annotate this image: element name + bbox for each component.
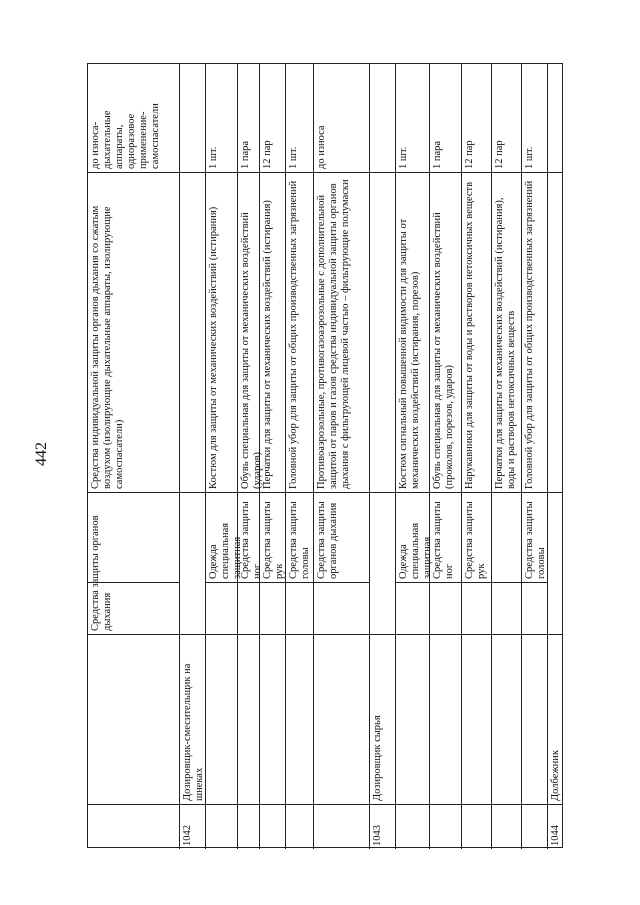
cell-border bbox=[462, 804, 492, 805]
item-cell: Костюм для защиты от механических воздействий (истирания) bbox=[208, 206, 219, 489]
cell-border bbox=[314, 634, 370, 635]
ppe-norms-table bbox=[87, 63, 563, 848]
norm-cell: 1 шт. bbox=[398, 146, 409, 169]
cell-border bbox=[206, 492, 238, 493]
cell-border bbox=[370, 804, 396, 805]
cell-border bbox=[492, 172, 522, 173]
cell-border bbox=[286, 582, 314, 583]
norm-cell: 12 пар bbox=[464, 140, 475, 169]
table-row bbox=[492, 64, 522, 849]
norm-cell: 1 шт. bbox=[288, 146, 299, 169]
cell-border bbox=[238, 804, 260, 805]
cell-border bbox=[462, 492, 492, 493]
cell-border bbox=[238, 172, 260, 173]
norm-cell: 1 пара bbox=[240, 140, 251, 169]
cell-border bbox=[522, 172, 548, 173]
kind-cell: Средства защиты ног bbox=[432, 501, 455, 579]
item-cell: Костюм сигнальный повышенной видимости для защиты от механических воздействий (истирания, порезов) bbox=[398, 218, 421, 489]
table-row bbox=[286, 64, 314, 849]
table-row bbox=[238, 64, 263, 849]
cell-border bbox=[286, 804, 314, 805]
number-cell: 1043 bbox=[372, 825, 383, 846]
cell-border bbox=[430, 172, 462, 173]
page-number: 442 bbox=[33, 442, 50, 466]
table-row bbox=[260, 64, 286, 849]
cell-border bbox=[180, 634, 206, 635]
cell-border bbox=[180, 804, 206, 805]
item-cell: Перчатки для защиты от механических воздействий (истирания), воды и растворов нетоксичных веществ bbox=[494, 197, 517, 489]
cell-border bbox=[180, 492, 206, 493]
cell-border bbox=[548, 172, 562, 173]
cell-border bbox=[548, 634, 562, 635]
item-cell: Перчатки для защиты от механических воздействий (истирания) bbox=[262, 200, 273, 489]
item-cell: Противоаэрозольные, противогазоаэрозольные с дополнительной защитой от паров и газов средства индивидуальной защиты органов дыхания с фильтрующей лицевой частью – фильтрующие полумаски bbox=[316, 179, 351, 489]
profession-cell: Долбежник bbox=[550, 750, 561, 801]
number-cell: 1042 bbox=[182, 825, 193, 846]
cell-border bbox=[492, 634, 522, 635]
cell-border bbox=[430, 804, 462, 805]
item-cell: Головной убор для защиты от общих производственных загрязнений bbox=[524, 180, 535, 489]
table-row bbox=[314, 64, 370, 849]
kind-cell: Средства защиты ног bbox=[240, 501, 263, 579]
cell-border bbox=[314, 172, 370, 173]
cell-border bbox=[522, 634, 548, 635]
cell-border bbox=[396, 492, 430, 493]
norm-cell: 1 шт. bbox=[208, 146, 219, 169]
cell-border bbox=[314, 804, 370, 805]
cell-border bbox=[462, 172, 492, 173]
cell-border bbox=[370, 492, 396, 493]
item-cell: Нарукавники для защиты от воды и растворов нетоксичных веществ bbox=[464, 181, 475, 489]
cell-border bbox=[370, 172, 396, 173]
cell-border bbox=[492, 582, 522, 583]
kind-cell: Средства защиты головы bbox=[524, 501, 547, 579]
table-row bbox=[180, 64, 206, 849]
table-row bbox=[396, 64, 433, 849]
table-row bbox=[88, 64, 180, 849]
norm-cell: 12 пар bbox=[494, 140, 505, 169]
cell-border bbox=[88, 172, 180, 173]
cell-border bbox=[492, 804, 522, 805]
cell-border bbox=[548, 804, 562, 805]
item-cell: Обувь специальная для защиты от механических воздействий (ударов) bbox=[240, 212, 263, 489]
table-row bbox=[206, 64, 243, 849]
kind-cell: Средства защиты органов дыхания bbox=[316, 501, 339, 579]
kind-cell: Средства защиты рук bbox=[262, 501, 285, 579]
cell-border bbox=[286, 634, 314, 635]
cell-border bbox=[206, 804, 238, 805]
cell-border bbox=[88, 492, 180, 493]
cell-border bbox=[314, 582, 370, 583]
cell-border bbox=[206, 172, 238, 173]
group-cell: Средства защиты органов дыхания bbox=[90, 515, 113, 631]
cell-border bbox=[462, 582, 492, 583]
cell-border bbox=[396, 172, 430, 173]
cell-border bbox=[238, 492, 260, 493]
cell-border bbox=[492, 492, 522, 493]
cell-border bbox=[396, 582, 430, 583]
item-cell: Головной убор для защиты от общих производственных загрязнений bbox=[288, 180, 299, 489]
cell-border bbox=[430, 634, 462, 635]
norm-cell: 1 шт. bbox=[524, 146, 535, 169]
cell-border bbox=[180, 172, 206, 173]
table-row bbox=[462, 64, 492, 849]
norm-cell: 12 пар bbox=[262, 140, 273, 169]
item-cell: Обувь специальная для защиты от механических воздействий (проколов, порезов, ударов) bbox=[432, 212, 455, 489]
cell-border bbox=[286, 492, 314, 493]
cell-border bbox=[88, 634, 180, 635]
kind-cell: Средства защиты головы bbox=[288, 501, 311, 579]
cell-border bbox=[548, 492, 562, 493]
cell-border bbox=[522, 582, 548, 583]
cell-border bbox=[522, 492, 548, 493]
cell-border bbox=[260, 172, 286, 173]
cell-border bbox=[260, 492, 286, 493]
norm-cell: 1 пара bbox=[432, 140, 443, 169]
cell-border bbox=[260, 804, 286, 805]
cell-border bbox=[430, 492, 462, 493]
cell-border bbox=[370, 634, 396, 635]
cell-border bbox=[88, 804, 180, 805]
item-cell: Средства индивидуальной защиты органов дыхания со сжатым воздухом (изолирующие дыхательные аппараты, изолирующие самоспасатели) bbox=[90, 205, 125, 489]
table-row bbox=[430, 64, 462, 849]
table-row bbox=[370, 64, 396, 849]
cell-border bbox=[396, 634, 430, 635]
profession-cell: Дозировщик-смесительщик на шнеках bbox=[182, 663, 205, 801]
cell-border bbox=[286, 172, 314, 173]
table-row bbox=[548, 64, 562, 849]
cell-border bbox=[396, 804, 430, 805]
cell-border bbox=[430, 582, 462, 583]
cell-border bbox=[314, 492, 370, 493]
profession-cell: Дозировщик сырья bbox=[372, 715, 383, 801]
kind-cell: Одежда специальная защитная bbox=[208, 522, 243, 579]
cell-border bbox=[260, 582, 286, 583]
kind-cell: Одежда специальная защитная bbox=[398, 522, 433, 579]
table-row bbox=[522, 64, 548, 849]
norm-cell: до износа-дыхательные аппараты, одноразовое применение-самоспасатели bbox=[90, 103, 161, 169]
cell-border bbox=[522, 804, 548, 805]
cell-border bbox=[238, 634, 260, 635]
cell-border bbox=[260, 634, 286, 635]
number-cell: 1044 bbox=[550, 825, 561, 846]
cell-border bbox=[462, 634, 492, 635]
norm-cell: до износа bbox=[316, 125, 327, 169]
cell-border bbox=[206, 634, 238, 635]
cell-border bbox=[206, 582, 238, 583]
cell-border bbox=[238, 582, 260, 583]
kind-cell: Средства защиты рук bbox=[464, 501, 487, 579]
